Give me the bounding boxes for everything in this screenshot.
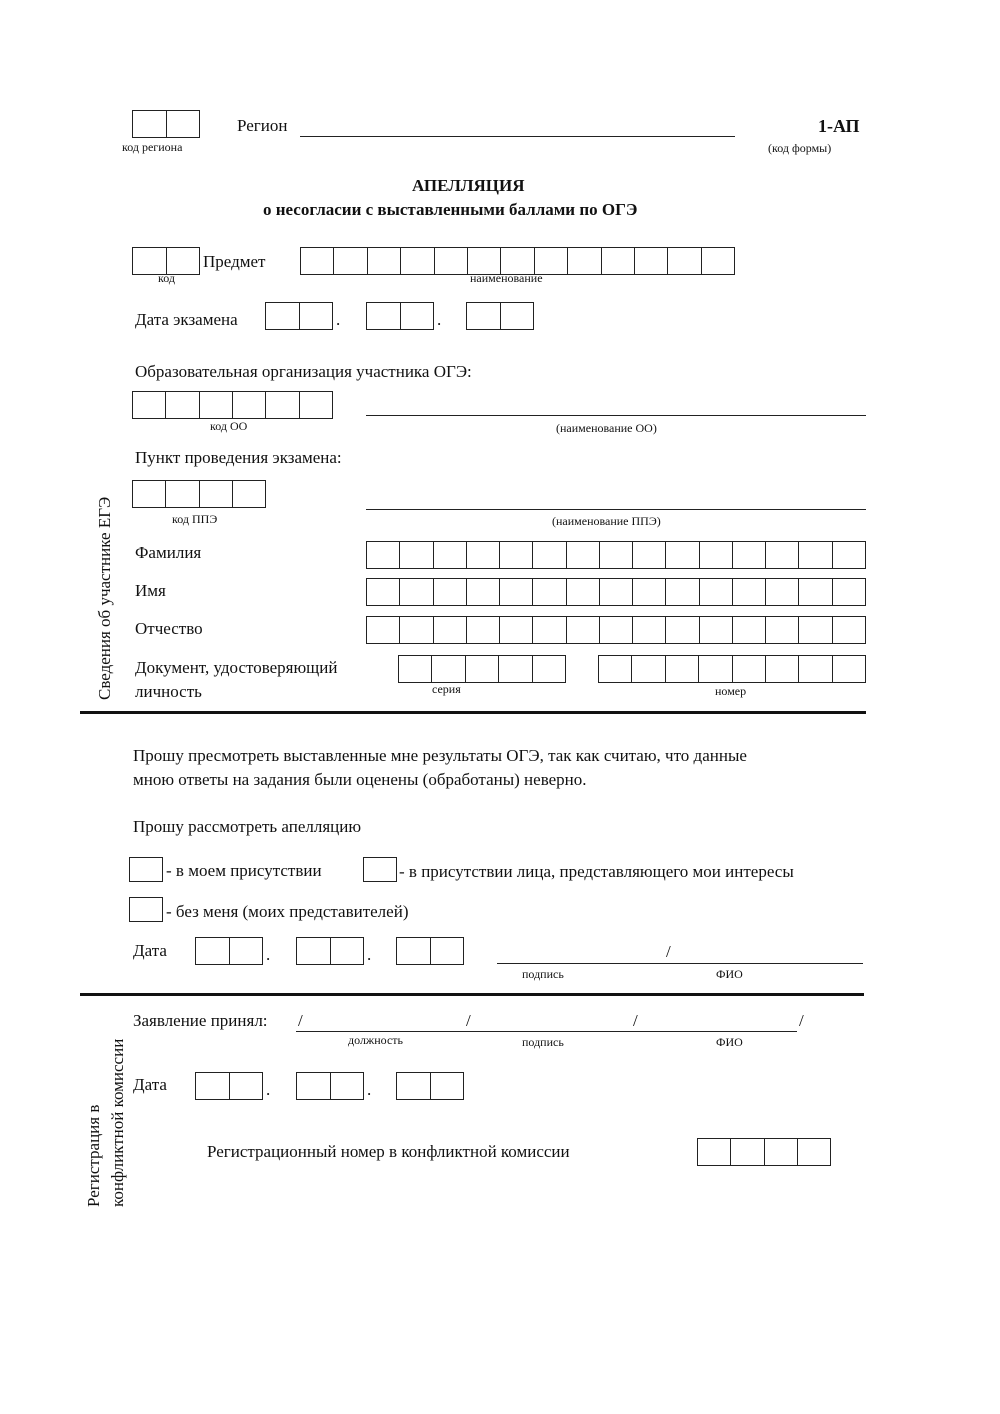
option-without-me-label: - без меня (моих представителей) bbox=[166, 902, 409, 921]
applicant-signature-slash: / bbox=[666, 942, 671, 961]
document-label-line1: Документ, удостоверяющий bbox=[135, 658, 338, 677]
accepted-label: Заявление принял: bbox=[133, 1011, 268, 1030]
organization-code-label: код ОО bbox=[210, 419, 248, 433]
patronymic-label: Отчество bbox=[135, 619, 203, 638]
applicant-signature-line[interactable] bbox=[497, 963, 863, 964]
patronymic-boxes[interactable] bbox=[366, 616, 866, 644]
organization-name-line[interactable] bbox=[366, 415, 866, 416]
request-line-1: Прошу пресмотреть выставленные мне результаты ОГЭ, так как считаю, что данные bbox=[133, 746, 747, 765]
exam-date-sep-1: . bbox=[336, 310, 341, 329]
registration-side-label-1: Регистрация в bbox=[84, 1104, 103, 1207]
exam-point-name-line[interactable] bbox=[366, 509, 866, 510]
page-subtitle: о несогласии с выставленными баллами по ОГЭ bbox=[263, 200, 638, 219]
option-in-presence-label: - в моем присутствии bbox=[166, 861, 322, 880]
name-boxes[interactable] bbox=[366, 578, 866, 606]
applicant-date-day[interactable] bbox=[195, 937, 263, 965]
document-label-line2: личность bbox=[135, 682, 202, 701]
form-code-label: (код формы) bbox=[768, 141, 832, 155]
option-without-me-checkbox[interactable] bbox=[129, 897, 163, 922]
subject-label: Предмет bbox=[203, 252, 266, 271]
applicant-date-year[interactable] bbox=[396, 937, 464, 965]
request-line-2: мною ответы на задания были оценены (обработаны) неверно. bbox=[133, 770, 587, 789]
section-divider-2 bbox=[80, 993, 864, 996]
subject-code-label: код bbox=[158, 271, 175, 285]
exam-point-label: Пункт проведения экзамена: bbox=[135, 448, 342, 467]
registration-date-sep-1: . bbox=[266, 1080, 271, 1099]
reg-number-boxes[interactable] bbox=[697, 1138, 831, 1166]
exam-date-year[interactable] bbox=[466, 302, 534, 330]
exam-date-label: Дата экзамена bbox=[135, 310, 238, 329]
accepted-sign-label: подпись bbox=[522, 1035, 564, 1049]
accepted-slash-3: / bbox=[633, 1011, 638, 1030]
registration-side-label-2: конфликтной комиссии bbox=[108, 1038, 127, 1207]
reg-number-label: Регистрационный номер в конфликтной комиссии bbox=[207, 1142, 570, 1161]
surname-label: Фамилия bbox=[135, 543, 202, 562]
document-series-boxes[interactable] bbox=[398, 655, 566, 683]
surname-boxes[interactable] bbox=[366, 541, 866, 569]
applicant-date-month[interactable] bbox=[296, 937, 364, 965]
organization-name-label: (наименование ОО) bbox=[556, 421, 657, 435]
exam-point-code-label: код ППЭ bbox=[172, 512, 218, 526]
accepted-slash-2: / bbox=[466, 1011, 471, 1030]
accepted-slash-1: / bbox=[298, 1011, 303, 1030]
exam-date-day[interactable] bbox=[265, 302, 333, 330]
exam-point-code-boxes[interactable] bbox=[132, 480, 266, 508]
region-code-boxes[interactable] bbox=[132, 110, 200, 138]
name-label: Имя bbox=[135, 581, 166, 600]
registration-date-month[interactable] bbox=[296, 1072, 364, 1100]
accepted-slash-4: / bbox=[799, 1011, 804, 1030]
organization-code-boxes[interactable] bbox=[132, 391, 333, 419]
subject-name-label: наименование bbox=[470, 271, 543, 285]
applicant-date-sep-2: . bbox=[367, 945, 372, 964]
exam-point-name-label: (наименование ППЭ) bbox=[552, 514, 661, 528]
document-number-boxes[interactable] bbox=[598, 655, 866, 683]
organization-label: Образовательная организация участника ОГЭ: bbox=[135, 362, 472, 381]
applicant-sign-label: подпись bbox=[522, 967, 564, 981]
document-number-label: номер bbox=[715, 684, 747, 698]
participant-side-label: Сведения об участнике ЕГЭ bbox=[95, 496, 114, 700]
applicant-date-sep-1: . bbox=[266, 945, 271, 964]
applicant-fio-label: ФИО bbox=[716, 967, 743, 981]
form-code: 1-АП bbox=[818, 116, 860, 136]
accepted-position-label: должность bbox=[348, 1033, 403, 1047]
applicant-date-label: Дата bbox=[133, 941, 167, 960]
registration-date-label: Дата bbox=[133, 1075, 167, 1094]
region-code-label: код региона bbox=[122, 140, 183, 154]
registration-date-day[interactable] bbox=[195, 1072, 263, 1100]
accepted-fio-label: ФИО bbox=[716, 1035, 743, 1049]
registration-date-sep-2: . bbox=[367, 1080, 372, 1099]
region-label: Регион bbox=[237, 116, 288, 135]
document-series-label: серия bbox=[432, 682, 461, 696]
option-in-presence-checkbox[interactable] bbox=[129, 857, 163, 882]
consider-label: Прошу рассмотреть апелляцию bbox=[133, 817, 362, 836]
page-title: АПЕЛЛЯЦИЯ bbox=[412, 176, 525, 195]
region-name-line[interactable] bbox=[300, 136, 735, 137]
option-representative-checkbox[interactable] bbox=[363, 857, 397, 882]
exam-date-month[interactable] bbox=[366, 302, 434, 330]
registration-date-year[interactable] bbox=[396, 1072, 464, 1100]
section-divider-1 bbox=[80, 711, 866, 714]
option-representative-label: - в присутствии лица, представляющего мои интересы bbox=[399, 862, 794, 881]
exam-date-sep-2: . bbox=[437, 310, 442, 329]
accepted-line[interactable] bbox=[296, 1031, 797, 1032]
